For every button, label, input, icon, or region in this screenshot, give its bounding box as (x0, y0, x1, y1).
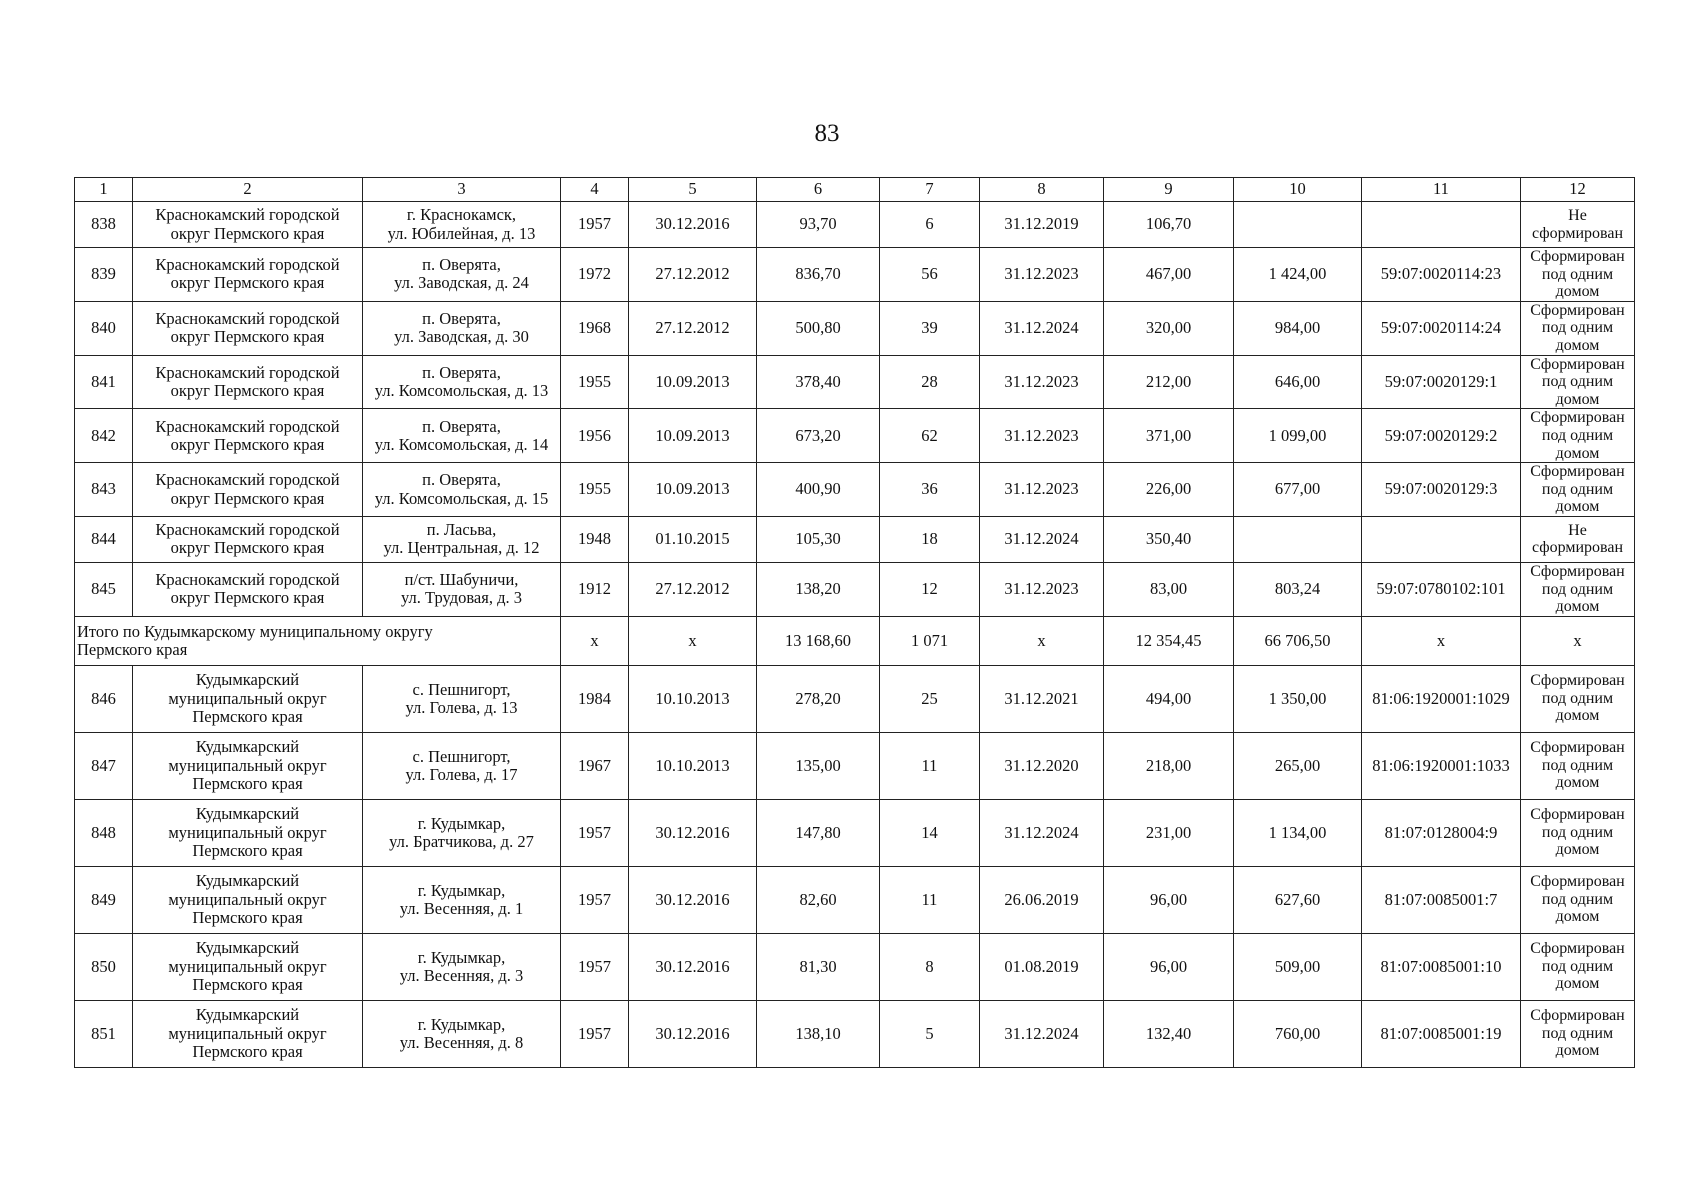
cell-residents: 56 (880, 248, 980, 302)
cell-date: 30.12.2016 (629, 202, 757, 248)
cell-land-status: Сформирован под одним домом (1521, 933, 1635, 1000)
cell-deadline: 31.12.2024 (980, 1000, 1104, 1067)
cell-land-area (1234, 202, 1362, 248)
table-row (75, 355, 1635, 409)
cell-date: 10.09.2013 (629, 355, 757, 409)
cell-municipality: Краснокамский городской округ Пермского края (133, 516, 363, 562)
cell-municipality: Краснокамский городской округ Пермского края (133, 562, 363, 616)
cell-cadastral-number: 59:07:0020114:24 (1362, 301, 1521, 355)
cell-year: 1957 (561, 202, 629, 248)
cell-date: 10.09.2013 (629, 409, 757, 463)
cell-area: 673,20 (757, 409, 880, 463)
cell-area-resettled: 371,00 (1104, 409, 1234, 463)
cell-municipality: Краснокамский городской округ Пермского края (133, 301, 363, 355)
cell-date: 30.12.2016 (629, 1000, 757, 1067)
cell-address: п. Оверята, ул. Комсомольская, д. 13 (363, 355, 561, 409)
cell-area-resettled: 96,00 (1104, 866, 1234, 933)
cell-area: 93,70 (757, 202, 880, 248)
cell-municipality: Кудымкарский муниципальный округ Пермского края (133, 799, 363, 866)
cell-municipality: Краснокамский городской округ Пермского края (133, 355, 363, 409)
cell-municipality: Кудымкарский муниципальный округ Пермского края (133, 665, 363, 732)
cell-area-resettled: 350,40 (1104, 516, 1234, 562)
total-value: 13 168,60 (757, 616, 880, 665)
cell-year: 1957 (561, 799, 629, 866)
cell-deadline: 31.12.2021 (980, 665, 1104, 732)
cell-cadastral-number: 59:07:0020129:3 (1362, 463, 1521, 517)
cell-area: 81,30 (757, 933, 880, 1000)
cell-year: 1984 (561, 665, 629, 732)
total-value: х (1362, 616, 1521, 665)
cell-residents: 39 (880, 301, 980, 355)
cell-deadline: 31.12.2024 (980, 799, 1104, 866)
cell-area-resettled: 226,00 (1104, 463, 1234, 517)
cell-land-area: 803,24 (1234, 562, 1362, 616)
cell-cadastral-number: 59:07:0020129:2 (1362, 409, 1521, 463)
cell-cadastral-number: 81:06:1920001:1029 (1362, 665, 1521, 732)
total-value: х (561, 616, 629, 665)
cell-address: п. Оверята, ул. Комсомольская, д. 14 (363, 409, 561, 463)
cell-area: 138,10 (757, 1000, 880, 1067)
cell-deadline: 31.12.2023 (980, 463, 1104, 517)
header-cell: 4 (561, 178, 629, 202)
total-value: х (980, 616, 1104, 665)
cell-address: г. Краснокамск, ул. Юбилейная, д. 13 (363, 202, 561, 248)
cell-area-resettled: 96,00 (1104, 933, 1234, 1000)
cell-address: г. Кудымкар, ул. Весенняя, д. 8 (363, 1000, 561, 1067)
header-cell: 8 (980, 178, 1104, 202)
cell-cadastral-number: 81:07:0085001:7 (1362, 866, 1521, 933)
cell-date: 01.10.2015 (629, 516, 757, 562)
cell-row-number: 850 (75, 933, 133, 1000)
cell-area: 400,90 (757, 463, 880, 517)
cell-deadline: 01.08.2019 (980, 933, 1104, 1000)
table-row (75, 866, 1635, 933)
cell-cadastral-number (1362, 202, 1521, 248)
header-cell: 7 (880, 178, 980, 202)
cell-land-area: 1 350,00 (1234, 665, 1362, 732)
cell-cadastral-number: 59:07:0780102:101 (1362, 562, 1521, 616)
cell-deadline: 31.12.2024 (980, 516, 1104, 562)
cell-row-number: 851 (75, 1000, 133, 1067)
table-body (75, 178, 1635, 1068)
cell-cadastral-number: 81:07:0085001:19 (1362, 1000, 1521, 1067)
cell-row-number: 848 (75, 799, 133, 866)
cell-area: 138,20 (757, 562, 880, 616)
cell-date: 30.12.2016 (629, 933, 757, 1000)
cell-area-resettled: 467,00 (1104, 248, 1234, 302)
cell-area-resettled: 106,70 (1104, 202, 1234, 248)
cell-residents: 62 (880, 409, 980, 463)
cell-land-area: 677,00 (1234, 463, 1362, 517)
cell-land-status: Сформирован под одним домом (1521, 732, 1635, 799)
cell-land-status: Сформирован под одним домом (1521, 248, 1635, 302)
cell-row-number: 838 (75, 202, 133, 248)
cell-address: с. Пешнигорт, ул. Голева, д. 17 (363, 732, 561, 799)
cell-date: 27.12.2012 (629, 301, 757, 355)
cell-row-number: 839 (75, 248, 133, 302)
cell-date: 10.10.2013 (629, 665, 757, 732)
cell-municipality: Краснокамский городской округ Пермского края (133, 248, 363, 302)
cell-land-status: Не сформирован (1521, 516, 1635, 562)
cell-date: 10.10.2013 (629, 732, 757, 799)
table-row (75, 463, 1635, 517)
cell-deadline: 31.12.2023 (980, 355, 1104, 409)
table-row (75, 202, 1635, 248)
cell-area: 500,80 (757, 301, 880, 355)
cell-land-status: Не сформирован (1521, 202, 1635, 248)
cell-deadline: 31.12.2023 (980, 562, 1104, 616)
header-cell: 6 (757, 178, 880, 202)
cell-year: 1955 (561, 355, 629, 409)
cell-cadastral-number: 81:07:0128004:9 (1362, 799, 1521, 866)
cell-year: 1957 (561, 1000, 629, 1067)
cell-address: г. Кудымкар, ул. Весенняя, д. 1 (363, 866, 561, 933)
table-row (75, 516, 1635, 562)
cell-municipality: Краснокамский городской округ Пермского края (133, 409, 363, 463)
cell-area-resettled: 212,00 (1104, 355, 1234, 409)
cell-area-resettled: 83,00 (1104, 562, 1234, 616)
cell-land-area: 265,00 (1234, 732, 1362, 799)
table-row (75, 1000, 1635, 1067)
cell-land-status: Сформирован под одним домом (1521, 562, 1635, 616)
header-cell: 2 (133, 178, 363, 202)
cell-residents: 28 (880, 355, 980, 409)
cell-land-area: 760,00 (1234, 1000, 1362, 1067)
cell-row-number: 841 (75, 355, 133, 409)
cell-row-number: 845 (75, 562, 133, 616)
cell-land-area: 1 099,00 (1234, 409, 1362, 463)
cell-residents: 6 (880, 202, 980, 248)
cell-municipality: Кудымкарский муниципальный округ Пермского края (133, 866, 363, 933)
header-cell: 9 (1104, 178, 1234, 202)
cell-row-number: 846 (75, 665, 133, 732)
cell-residents: 25 (880, 665, 980, 732)
table-row (75, 933, 1635, 1000)
cell-address: п. Ласьва, ул. Центральная, д. 12 (363, 516, 561, 562)
cell-year: 1912 (561, 562, 629, 616)
header-cell: 3 (363, 178, 561, 202)
cell-area: 147,80 (757, 799, 880, 866)
cell-year: 1957 (561, 866, 629, 933)
cell-residents: 12 (880, 562, 980, 616)
cell-area-resettled: 132,40 (1104, 1000, 1234, 1067)
header-cell: 5 (629, 178, 757, 202)
table-row (75, 562, 1635, 616)
cell-date: 30.12.2016 (629, 866, 757, 933)
total-row (75, 616, 1635, 665)
cell-land-area: 1 134,00 (1234, 799, 1362, 866)
cell-area: 135,00 (757, 732, 880, 799)
cell-land-status: Сформирован под одним домом (1521, 1000, 1635, 1067)
cell-municipality: Кудымкарский муниципальный округ Пермского края (133, 933, 363, 1000)
cell-address: п. Оверята, ул. Заводская, д. 24 (363, 248, 561, 302)
cell-deadline: 31.12.2020 (980, 732, 1104, 799)
cell-area-resettled: 494,00 (1104, 665, 1234, 732)
cell-land-area: 984,00 (1234, 301, 1362, 355)
cell-land-area: 627,60 (1234, 866, 1362, 933)
cell-address: с. Пешнигорт, ул. Голева, д. 13 (363, 665, 561, 732)
cell-land-area (1234, 516, 1362, 562)
total-label: Итого по Кудымкарскому муниципальному округу Пермского края (75, 616, 561, 665)
cell-cadastral-number: 81:06:1920001:1033 (1362, 732, 1521, 799)
total-value: х (1521, 616, 1635, 665)
cell-area: 105,30 (757, 516, 880, 562)
cell-land-area: 509,00 (1234, 933, 1362, 1000)
cell-address: г. Кудымкар, ул. Братчикова, д. 27 (363, 799, 561, 866)
table-row (75, 409, 1635, 463)
cell-year: 1955 (561, 463, 629, 517)
table-row (75, 248, 1635, 302)
cell-deadline: 31.12.2019 (980, 202, 1104, 248)
header-cell: 10 (1234, 178, 1362, 202)
cell-date: 27.12.2012 (629, 562, 757, 616)
cell-row-number: 843 (75, 463, 133, 517)
cell-area: 836,70 (757, 248, 880, 302)
cell-area: 278,20 (757, 665, 880, 732)
cell-area: 82,60 (757, 866, 880, 933)
cell-date: 30.12.2016 (629, 799, 757, 866)
cell-cadastral-number: 59:07:0020129:1 (1362, 355, 1521, 409)
cell-land-status: Сформирован под одним домом (1521, 866, 1635, 933)
cell-date: 10.09.2013 (629, 463, 757, 517)
cell-area: 378,40 (757, 355, 880, 409)
cell-residents: 11 (880, 732, 980, 799)
cell-land-status: Сформирован под одним домом (1521, 355, 1635, 409)
header-cell: 12 (1521, 178, 1635, 202)
table-row (75, 301, 1635, 355)
cell-address: п. Оверята, ул. Комсомольская, д. 15 (363, 463, 561, 517)
cell-land-status: Сформирован под одним домом (1521, 301, 1635, 355)
cell-municipality: Кудымкарский муниципальный округ Пермского края (133, 1000, 363, 1067)
cell-municipality: Кудымкарский муниципальный округ Пермского края (133, 732, 363, 799)
housing-table (74, 177, 1635, 1068)
total-value: 12 354,45 (1104, 616, 1234, 665)
cell-municipality: Краснокамский городской округ Пермского края (133, 202, 363, 248)
cell-deadline: 31.12.2023 (980, 248, 1104, 302)
cell-address: п. Оверята, ул. Заводская, д. 30 (363, 301, 561, 355)
total-value: 1 071 (880, 616, 980, 665)
table-row (75, 665, 1635, 732)
cell-municipality: Краснокамский городской округ Пермского края (133, 463, 363, 517)
cell-year: 1957 (561, 933, 629, 1000)
cell-row-number: 842 (75, 409, 133, 463)
total-value: 66 706,50 (1234, 616, 1362, 665)
cell-row-number: 844 (75, 516, 133, 562)
cell-cadastral-number: 81:07:0085001:10 (1362, 933, 1521, 1000)
cell-year: 1972 (561, 248, 629, 302)
cell-residents: 36 (880, 463, 980, 517)
cell-address: г. Кудымкар, ул. Весенняя, д. 3 (363, 933, 561, 1000)
cell-residents: 8 (880, 933, 980, 1000)
cell-area-resettled: 231,00 (1104, 799, 1234, 866)
table-row (75, 799, 1635, 866)
cell-deadline: 31.12.2024 (980, 301, 1104, 355)
cell-row-number: 840 (75, 301, 133, 355)
cell-address: п/ст. Шабуничи, ул. Трудовая, д. 3 (363, 562, 561, 616)
cell-residents: 14 (880, 799, 980, 866)
header-cell: 1 (75, 178, 133, 202)
cell-deadline: 26.06.2019 (980, 866, 1104, 933)
total-value: х (629, 616, 757, 665)
cell-land-area: 1 424,00 (1234, 248, 1362, 302)
cell-residents: 11 (880, 866, 980, 933)
header-cell: 11 (1362, 178, 1521, 202)
cell-year: 1948 (561, 516, 629, 562)
cell-area-resettled: 320,00 (1104, 301, 1234, 355)
table-row (75, 732, 1635, 799)
cell-year: 1968 (561, 301, 629, 355)
cell-date: 27.12.2012 (629, 248, 757, 302)
cell-land-status: Сформирован под одним домом (1521, 665, 1635, 732)
cell-deadline: 31.12.2023 (980, 409, 1104, 463)
cell-year: 1967 (561, 732, 629, 799)
cell-row-number: 847 (75, 732, 133, 799)
header-row (75, 178, 1635, 202)
cell-residents: 5 (880, 1000, 980, 1067)
page-number: 83 (814, 120, 840, 147)
cell-land-area: 646,00 (1234, 355, 1362, 409)
cell-land-status: Сформирован под одним домом (1521, 463, 1635, 517)
cell-land-status: Сформирован под одним домом (1521, 799, 1635, 866)
cell-year: 1956 (561, 409, 629, 463)
cell-cadastral-number: 59:07:0020114:23 (1362, 248, 1521, 302)
cell-land-status: Сформирован под одним домом (1521, 409, 1635, 463)
cell-cadastral-number (1362, 516, 1521, 562)
cell-row-number: 849 (75, 866, 133, 933)
cell-area-resettled: 218,00 (1104, 732, 1234, 799)
cell-residents: 18 (880, 516, 980, 562)
